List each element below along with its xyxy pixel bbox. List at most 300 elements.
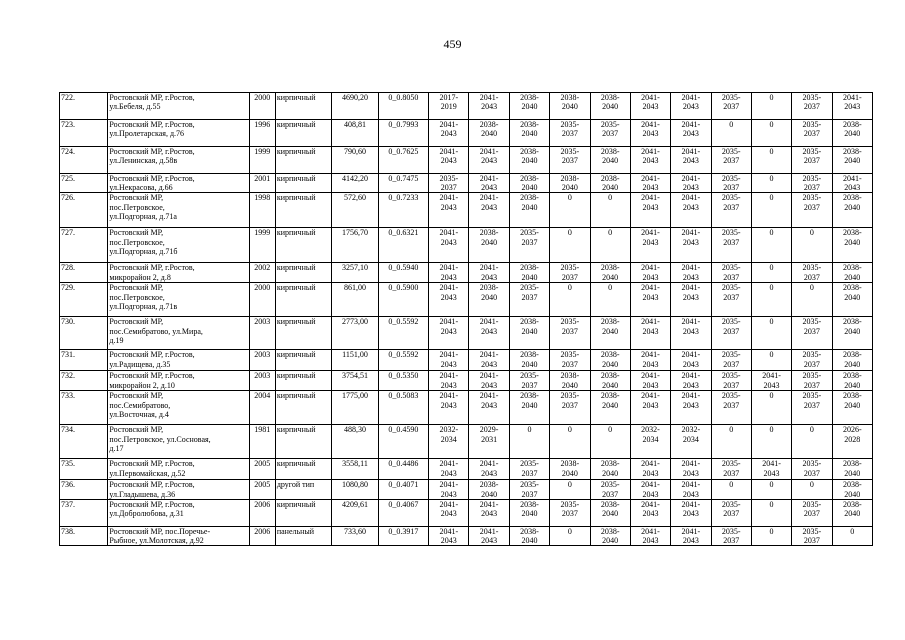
period-cell: 2041- 2043 [671, 174, 711, 193]
area-cell: 3754,51 [332, 371, 378, 391]
period-cell: 2038- 2040 [509, 193, 549, 228]
period-cell: 2041- 2043 [630, 174, 670, 193]
year-cell: 2002 [249, 263, 275, 283]
period-cell: 2041- 2043 [671, 317, 711, 350]
table-row [60, 480, 873, 499]
address-cell: Ростовский МР, пос.Семибратово, ул.Мира, д.19 [108, 317, 249, 350]
period-cell: 0 [792, 283, 832, 317]
table-row [60, 425, 873, 459]
address-cell: Ростовский МР, пос.Семибратово, ул.Восточная, д.4 [108, 391, 249, 425]
period-cell: 2035- 2037 [509, 371, 549, 391]
material-cell: кирпичный [275, 371, 331, 391]
period-cell: 2041- 2043 [751, 371, 791, 391]
table-row [60, 93, 873, 120]
period-cell: 0 [550, 480, 590, 499]
period-cell: 2035- 2037 [711, 371, 751, 391]
table-row [60, 263, 873, 283]
table-row [60, 193, 873, 228]
address-cell: Ростовский МР, г.Ростов, ул.Радищева, д.35 [108, 350, 249, 371]
area-cell: 861,00 [332, 283, 378, 317]
period-cell: 2041- 2043 [469, 193, 509, 228]
period-cell: 0 [751, 425, 791, 459]
material-cell: панельный [275, 526, 331, 545]
row-number: 738. [60, 526, 108, 545]
row-number: 734. [60, 425, 108, 459]
year-cell: 2001 [249, 174, 275, 193]
period-cell: 0 [550, 425, 590, 459]
table-row [60, 391, 873, 425]
row-number: 728. [60, 263, 108, 283]
period-cell: 2041- 2043 [671, 193, 711, 228]
period-cell: 2041- 2043 [429, 350, 469, 371]
period-cell: 0 [751, 120, 791, 147]
period-cell: 0 [751, 350, 791, 371]
period-cell: 0 [751, 263, 791, 283]
period-cell: 0 [590, 283, 630, 317]
period-cell: 0 [792, 480, 832, 499]
table-row [60, 350, 873, 371]
period-cell: 2041- 2043 [630, 317, 670, 350]
table-row [60, 526, 873, 545]
row-number: 727. [60, 228, 108, 263]
address-cell: Ростовский МР, пос.Петровское, ул.Подгорная, д.71в [108, 283, 249, 317]
period-cell: 2038- 2040 [832, 391, 872, 425]
address-cell: Ростовский МР, г.Ростов, ул.Пролетарская, д.76 [108, 120, 249, 147]
period-cell: 2035- 2037 [792, 193, 832, 228]
period-cell: 2038- 2040 [509, 391, 549, 425]
row-number: 726. [60, 193, 108, 228]
year-cell: 1999 [249, 228, 275, 263]
period-cell: 2038- 2040 [509, 526, 549, 545]
period-cell: 2035- 2037 [792, 371, 832, 391]
period-cell: 2032- 2034 [429, 425, 469, 459]
year-cell: 2005 [249, 480, 275, 499]
year-cell: 2003 [249, 317, 275, 350]
period-cell: 0 [590, 425, 630, 459]
period-cell: 2035- 2037 [711, 147, 751, 174]
period-cell: 2041- 2043 [429, 371, 469, 391]
period-cell: 2041- 2043 [429, 120, 469, 147]
period-cell: 2041- 2043 [469, 499, 509, 526]
year-cell: 2004 [249, 391, 275, 425]
period-cell: 2035- 2037 [711, 263, 751, 283]
period-cell: 0 [509, 425, 549, 459]
table-row [60, 459, 873, 480]
period-cell: 2041- 2043 [671, 228, 711, 263]
wear-cell: 0_0.5592 [378, 350, 428, 371]
table-row [60, 317, 873, 350]
period-cell: 2041- 2043 [469, 147, 509, 174]
period-cell: 2038- 2040 [832, 228, 872, 263]
period-cell: 0 [590, 228, 630, 263]
period-cell: 2038- 2040 [832, 120, 872, 147]
wear-cell: 0_0.4071 [378, 480, 428, 499]
material-cell: кирпичный [275, 350, 331, 371]
address-cell: Ростовский МР, г.Ростов, ул.Бебеля, д.55 [108, 93, 249, 120]
period-cell: 0 [751, 174, 791, 193]
period-cell: 2041- 2043 [630, 526, 670, 545]
period-cell: 0 [751, 93, 791, 120]
period-cell: 2041- 2043 [429, 147, 469, 174]
period-cell: 0 [792, 228, 832, 263]
address-cell: Ростовский МР, г.Ростов, ул.Первомайская, д.52 [108, 459, 249, 480]
row-number: 730. [60, 317, 108, 350]
period-cell: 2041- 2043 [630, 480, 670, 499]
period-cell: 2035- 2037 [550, 499, 590, 526]
year-cell: 1981 [249, 425, 275, 459]
period-cell: 2038- 2040 [832, 147, 872, 174]
period-cell: 2041- 2043 [630, 283, 670, 317]
table-row [60, 174, 873, 193]
period-cell: 2041- 2043 [429, 193, 469, 228]
wear-cell: 0_0.4486 [378, 459, 428, 480]
period-cell: 0 [751, 480, 791, 499]
period-cell: 0 [751, 283, 791, 317]
period-cell: 2035- 2037 [509, 228, 549, 263]
period-cell: 2017- 2019 [429, 93, 469, 120]
period-cell: 2041- 2043 [429, 499, 469, 526]
area-cell: 790,60 [332, 147, 378, 174]
period-cell: 2041- 2043 [671, 526, 711, 545]
material-cell: кирпичный [275, 391, 331, 425]
period-cell: 2035- 2037 [792, 263, 832, 283]
period-cell: 2041- 2043 [832, 93, 872, 120]
period-cell: 2041- 2043 [671, 263, 711, 283]
period-cell: 2032- 2034 [630, 425, 670, 459]
address-cell: Ростовский МР, пос.Петровское, ул.Сосновая, д.17 [108, 425, 249, 459]
wear-cell: 0_0.5940 [378, 263, 428, 283]
period-cell: 2038- 2040 [832, 499, 872, 526]
area-cell: 2773,00 [332, 317, 378, 350]
period-cell: 2038- 2040 [590, 526, 630, 545]
period-cell: 2035- 2037 [711, 228, 751, 263]
period-cell: 0 [550, 526, 590, 545]
period-cell: 2038- 2040 [550, 93, 590, 120]
period-cell: 2038- 2040 [509, 350, 549, 371]
wear-cell: 0_0.7993 [378, 120, 428, 147]
period-cell: 2035- 2037 [550, 263, 590, 283]
period-cell: 2038- 2040 [509, 147, 549, 174]
table-row [60, 499, 873, 526]
period-cell: 2032- 2034 [671, 425, 711, 459]
period-cell: 2038- 2040 [590, 499, 630, 526]
address-cell: Ростовский МР, г.Ростов, ул.Некрасова, д.66 [108, 174, 249, 193]
material-cell: кирпичный [275, 283, 331, 317]
material-cell: кирпичный [275, 174, 331, 193]
period-cell: 2041- 2043 [630, 263, 670, 283]
period-cell: 2035- 2037 [792, 174, 832, 193]
address-cell: Ростовский МР, г.Ростов, ул.Гладышева, д.36 [108, 480, 249, 499]
period-cell: 2035- 2037 [550, 317, 590, 350]
period-cell: 2041- 2043 [630, 459, 670, 480]
period-cell: 2038- 2040 [832, 459, 872, 480]
material-cell: кирпичный [275, 317, 331, 350]
period-cell: 2041- 2043 [429, 263, 469, 283]
year-cell: 2006 [249, 499, 275, 526]
period-cell: 2035- 2037 [509, 283, 549, 317]
period-cell: 2041- 2043 [469, 459, 509, 480]
period-cell: 2038- 2040 [590, 147, 630, 174]
period-cell: 2035- 2037 [792, 391, 832, 425]
period-cell: 2041- 2043 [630, 193, 670, 228]
period-cell: 2041- 2043 [671, 499, 711, 526]
period-cell: 2041- 2043 [429, 526, 469, 545]
period-cell: 0 [711, 425, 751, 459]
row-number: 722. [60, 93, 108, 120]
period-cell: 2041- 2043 [630, 93, 670, 120]
period-cell: 2041- 2043 [630, 147, 670, 174]
area-cell: 3558,11 [332, 459, 378, 480]
year-cell: 2000 [249, 93, 275, 120]
period-cell: 2041- 2043 [671, 93, 711, 120]
row-number: 736. [60, 480, 108, 499]
period-cell: 2035- 2037 [550, 391, 590, 425]
year-cell: 2006 [249, 526, 275, 545]
period-cell: 2038- 2040 [832, 350, 872, 371]
period-cell: 0 [550, 283, 590, 317]
period-cell: 0 [711, 120, 751, 147]
row-number: 729. [60, 283, 108, 317]
material-cell: кирпичный [275, 93, 331, 120]
period-cell: 2038- 2040 [509, 174, 549, 193]
period-cell: 2038- 2040 [590, 317, 630, 350]
period-cell: 0 [751, 391, 791, 425]
period-cell: 2038- 2040 [832, 283, 872, 317]
period-cell: 2041- 2043 [630, 391, 670, 425]
table-row [60, 283, 873, 317]
period-cell: 0 [751, 317, 791, 350]
period-cell: 2038- 2040 [832, 193, 872, 228]
address-cell: Ростовский МР, г.Ростов, микрорайон 2, д.10 [108, 371, 249, 391]
material-cell: кирпичный [275, 147, 331, 174]
period-cell: 2038- 2040 [509, 93, 549, 120]
period-cell: 2035- 2037 [792, 526, 832, 545]
period-cell: 2041- 2043 [671, 459, 711, 480]
period-cell: 0 [751, 499, 791, 526]
period-cell: 2035- 2037 [590, 480, 630, 499]
address-cell: Ростовский МР, г.Ростов, микрорайон 2, д.8 [108, 263, 249, 283]
area-cell: 1775,00 [332, 391, 378, 425]
period-cell: 2041- 2043 [832, 174, 872, 193]
row-number: 735. [60, 459, 108, 480]
period-cell: 2041- 2043 [429, 480, 469, 499]
period-cell: 2041- 2043 [429, 283, 469, 317]
period-cell: 2038- 2040 [832, 371, 872, 391]
area-cell: 488,30 [332, 425, 378, 459]
period-cell: 2035- 2037 [509, 459, 549, 480]
period-cell: 2041- 2043 [469, 526, 509, 545]
period-cell: 2038- 2040 [590, 371, 630, 391]
wear-cell: 0_0.7625 [378, 147, 428, 174]
address-cell: Ростовский МР, пос.Петровское, ул.Подгорная, д.71б [108, 228, 249, 263]
address-cell: Ростовский МР, г.Ростов, ул.Ленинская, д.58в [108, 147, 249, 174]
period-cell: 2035- 2037 [792, 459, 832, 480]
period-cell: 2038- 2040 [509, 120, 549, 147]
period-cell: 2038- 2040 [469, 283, 509, 317]
table-row [60, 228, 873, 263]
period-cell: 2041- 2043 [630, 371, 670, 391]
row-number: 731. [60, 350, 108, 371]
address-cell: Ростовский МР, пос.Поречье- Рыбное, ул.Молотская, д.92 [108, 526, 249, 545]
period-cell: 2035- 2037 [711, 283, 751, 317]
period-cell: 2041- 2043 [429, 391, 469, 425]
wear-cell: 0_0.5350 [378, 371, 428, 391]
period-cell: 2038- 2040 [590, 174, 630, 193]
period-cell: 2041- 2043 [671, 350, 711, 371]
period-cell: 2035- 2037 [711, 499, 751, 526]
wear-cell: 0_0.3917 [378, 526, 428, 545]
period-cell: 0 [751, 147, 791, 174]
period-cell: 2041- 2043 [751, 459, 791, 480]
period-cell: 2035- 2037 [792, 317, 832, 350]
period-cell: 2038- 2040 [509, 317, 549, 350]
material-cell: другой тип [275, 480, 331, 499]
period-cell: 2035- 2037 [711, 317, 751, 350]
wear-cell: 0_0.7475 [378, 174, 428, 193]
period-cell: 2038- 2040 [832, 480, 872, 499]
area-cell: 4690,20 [332, 93, 378, 120]
period-cell: 2035- 2037 [711, 526, 751, 545]
period-cell: 2041- 2043 [429, 317, 469, 350]
period-cell: 0 [832, 526, 872, 545]
row-number: 732. [60, 371, 108, 391]
period-cell: 2035- 2037 [711, 93, 751, 120]
row-number: 737. [60, 499, 108, 526]
period-cell: 2035- 2037 [550, 120, 590, 147]
wear-cell: 0_0.6321 [378, 228, 428, 263]
period-cell: 2038- 2040 [550, 371, 590, 391]
period-cell: 2041- 2043 [630, 228, 670, 263]
wear-cell: 0_0.7233 [378, 193, 428, 228]
material-cell: кирпичный [275, 193, 331, 228]
period-cell: 0 [751, 228, 791, 263]
area-cell: 572,60 [332, 193, 378, 228]
period-cell: 2041- 2043 [671, 371, 711, 391]
page-number: 459 [443, 37, 462, 51]
period-cell: 2035- 2037 [550, 350, 590, 371]
period-cell: 2035- 2037 [711, 459, 751, 480]
period-cell: 2038- 2040 [832, 263, 872, 283]
period-cell: 2041- 2043 [429, 459, 469, 480]
wear-cell: 0_0.4067 [378, 499, 428, 526]
period-cell: 2035- 2037 [792, 93, 832, 120]
period-cell: 2038- 2040 [469, 120, 509, 147]
period-cell: 2041- 2043 [469, 93, 509, 120]
period-cell: 2038- 2040 [832, 317, 872, 350]
period-cell: 0 [550, 193, 590, 228]
table-row [60, 120, 873, 147]
period-cell: 2029- 2031 [469, 425, 509, 459]
period-cell: 2041- 2043 [469, 391, 509, 425]
period-cell: 2038- 2040 [469, 228, 509, 263]
period-cell: 2041- 2043 [671, 283, 711, 317]
wear-cell: 0_0.5900 [378, 283, 428, 317]
period-cell: 2026- 2028 [832, 425, 872, 459]
period-cell: 2035- 2037 [792, 147, 832, 174]
table-row [60, 147, 873, 174]
period-cell: 2035- 2037 [429, 174, 469, 193]
material-cell: кирпичный [275, 459, 331, 480]
period-cell: 0 [751, 526, 791, 545]
wear-cell: 0_0.5083 [378, 391, 428, 425]
area-cell: 1756,70 [332, 228, 378, 263]
period-cell: 0 [792, 425, 832, 459]
year-cell: 2003 [249, 350, 275, 371]
period-cell: 2035- 2037 [711, 391, 751, 425]
material-cell: кирпичный [275, 263, 331, 283]
period-cell: 2041- 2043 [469, 350, 509, 371]
address-cell: Ростовский МР, г.Ростов, ул.Добролюбова, д.31 [108, 499, 249, 526]
period-cell: 2038- 2040 [590, 263, 630, 283]
period-cell: 2038- 2040 [590, 350, 630, 371]
year-cell: 1999 [249, 147, 275, 174]
period-cell: 2038- 2040 [590, 391, 630, 425]
period-cell: 2038- 2040 [590, 459, 630, 480]
area-cell: 3257,10 [332, 263, 378, 283]
period-cell: 2035- 2037 [792, 120, 832, 147]
period-cell: 2035- 2037 [509, 480, 549, 499]
period-cell: 2041- 2043 [671, 120, 711, 147]
wear-cell: 0_0.8050 [378, 93, 428, 120]
material-cell: кирпичный [275, 120, 331, 147]
material-cell: кирпичный [275, 228, 331, 263]
row-number: 723. [60, 120, 108, 147]
material-cell: кирпичный [275, 499, 331, 526]
period-cell: 2035- 2037 [792, 499, 832, 526]
period-cell: 2041- 2043 [630, 120, 670, 147]
period-cell: 2035- 2037 [711, 193, 751, 228]
material-cell: кирпичный [275, 425, 331, 459]
period-cell: 2038- 2040 [550, 174, 590, 193]
row-number: 724. [60, 147, 108, 174]
area-cell: 1151,00 [332, 350, 378, 371]
period-cell: 2041- 2043 [469, 174, 509, 193]
area-cell: 4142,20 [332, 174, 378, 193]
area-cell: 4209,61 [332, 499, 378, 526]
period-cell: 2041- 2043 [630, 499, 670, 526]
period-cell: 2041- 2043 [469, 263, 509, 283]
table-row [60, 371, 873, 391]
housing-register-table [59, 92, 873, 546]
period-cell: 2041- 2043 [469, 371, 509, 391]
period-cell: 2041- 2043 [671, 147, 711, 174]
wear-cell: 0_0.5592 [378, 317, 428, 350]
year-cell: 2005 [249, 459, 275, 480]
period-cell: 2038- 2040 [550, 459, 590, 480]
year-cell: 2000 [249, 283, 275, 317]
period-cell: 0 [590, 193, 630, 228]
period-cell: 0 [550, 228, 590, 263]
period-cell: 2035- 2037 [550, 147, 590, 174]
address-cell: Ростовский МР, пос.Петровское, ул.Подгорная, д.71а [108, 193, 249, 228]
period-cell: 2035- 2037 [711, 174, 751, 193]
area-cell: 1080,80 [332, 480, 378, 499]
period-cell: 2035- 2037 [711, 350, 751, 371]
period-cell: 2035- 2037 [590, 120, 630, 147]
period-cell: 2038- 2040 [590, 93, 630, 120]
period-cell: 2038- 2040 [509, 263, 549, 283]
row-number: 725. [60, 174, 108, 193]
period-cell: 2041- 2043 [469, 317, 509, 350]
period-cell: 2035- 2037 [792, 350, 832, 371]
area-cell: 733,60 [332, 526, 378, 545]
period-cell: 0 [711, 480, 751, 499]
period-cell: 2038- 2040 [509, 499, 549, 526]
year-cell: 1998 [249, 193, 275, 228]
year-cell: 1996 [249, 120, 275, 147]
period-cell: 0 [751, 193, 791, 228]
wear-cell: 0_0.4590 [378, 425, 428, 459]
